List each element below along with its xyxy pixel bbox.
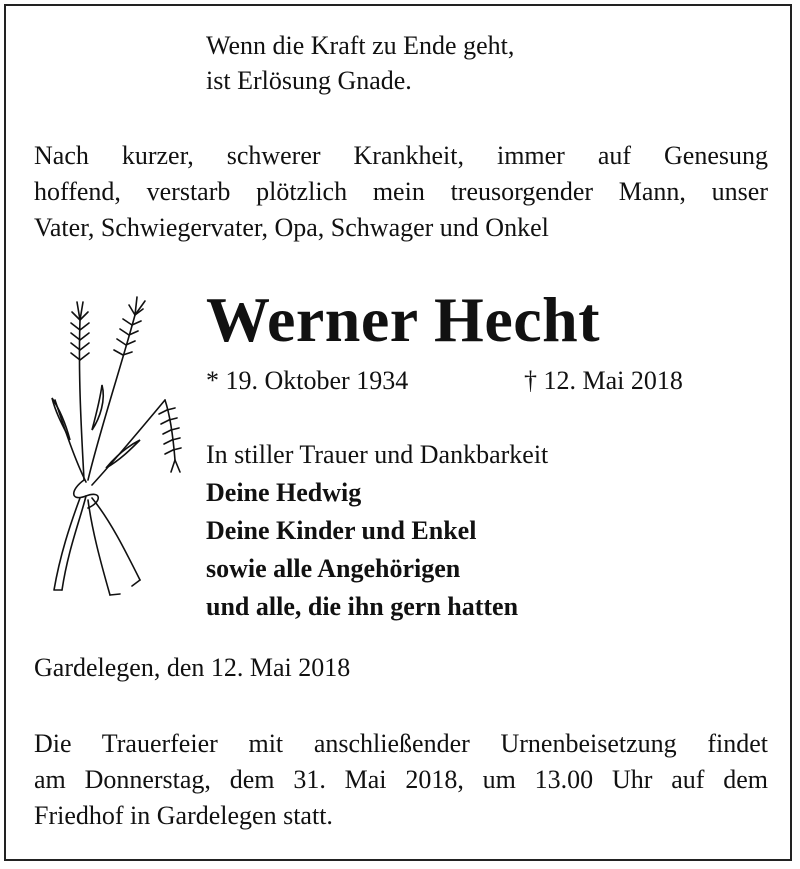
- mourner-line-1: Deine Hedwig: [206, 478, 362, 507]
- mourner-line-3: sowie alle Angehörigen: [206, 554, 461, 583]
- birth-date: * 19. Oktober 1934: [206, 366, 409, 395]
- mourner-line-4: und alle, die ihn gern hatten: [206, 592, 519, 621]
- motto-line-1: Wenn die Kraft zu Ende geht,: [206, 31, 515, 60]
- intro-line-2: hoffend, verstarb plötzlich mein treusorgender Mann, unser: [34, 177, 768, 206]
- mourner-line-2: Deine Kinder und Enkel: [206, 516, 477, 545]
- intro-text: [34, 138, 768, 246]
- funeral-notice: [34, 726, 768, 834]
- motto: [206, 28, 514, 98]
- death-date: † 12. Mai 2018: [524, 366, 683, 395]
- wheat-icon: [40, 290, 190, 610]
- life-dates: [206, 364, 683, 398]
- intro-line-1: Nach kurzer, schwerer Krankheit, immer auf Genesung: [34, 141, 768, 170]
- intro-line-3: Vater, Schwiegervater, Opa, Schwager und Onkel: [34, 213, 549, 242]
- place-date: Gardelegen, den 12. Mai 2018: [34, 653, 351, 682]
- mourners-block: [206, 436, 548, 626]
- motto-line-2: ist Erlösung Gnade.: [206, 66, 412, 95]
- deceased-name: Werner Hecht: [206, 284, 601, 355]
- funeral-line-3: Friedhof in Gardelegen statt.: [34, 801, 333, 830]
- funeral-line-1: Die Trauerfeier mit anschließender Urnenbeisetzung findet: [34, 729, 768, 758]
- mourners-heading: In stiller Trauer und Dankbarkeit: [206, 440, 549, 469]
- funeral-line-2: am Donnerstag, dem 31. Mai 2018, um 13.00 Uhr auf dem: [34, 765, 768, 794]
